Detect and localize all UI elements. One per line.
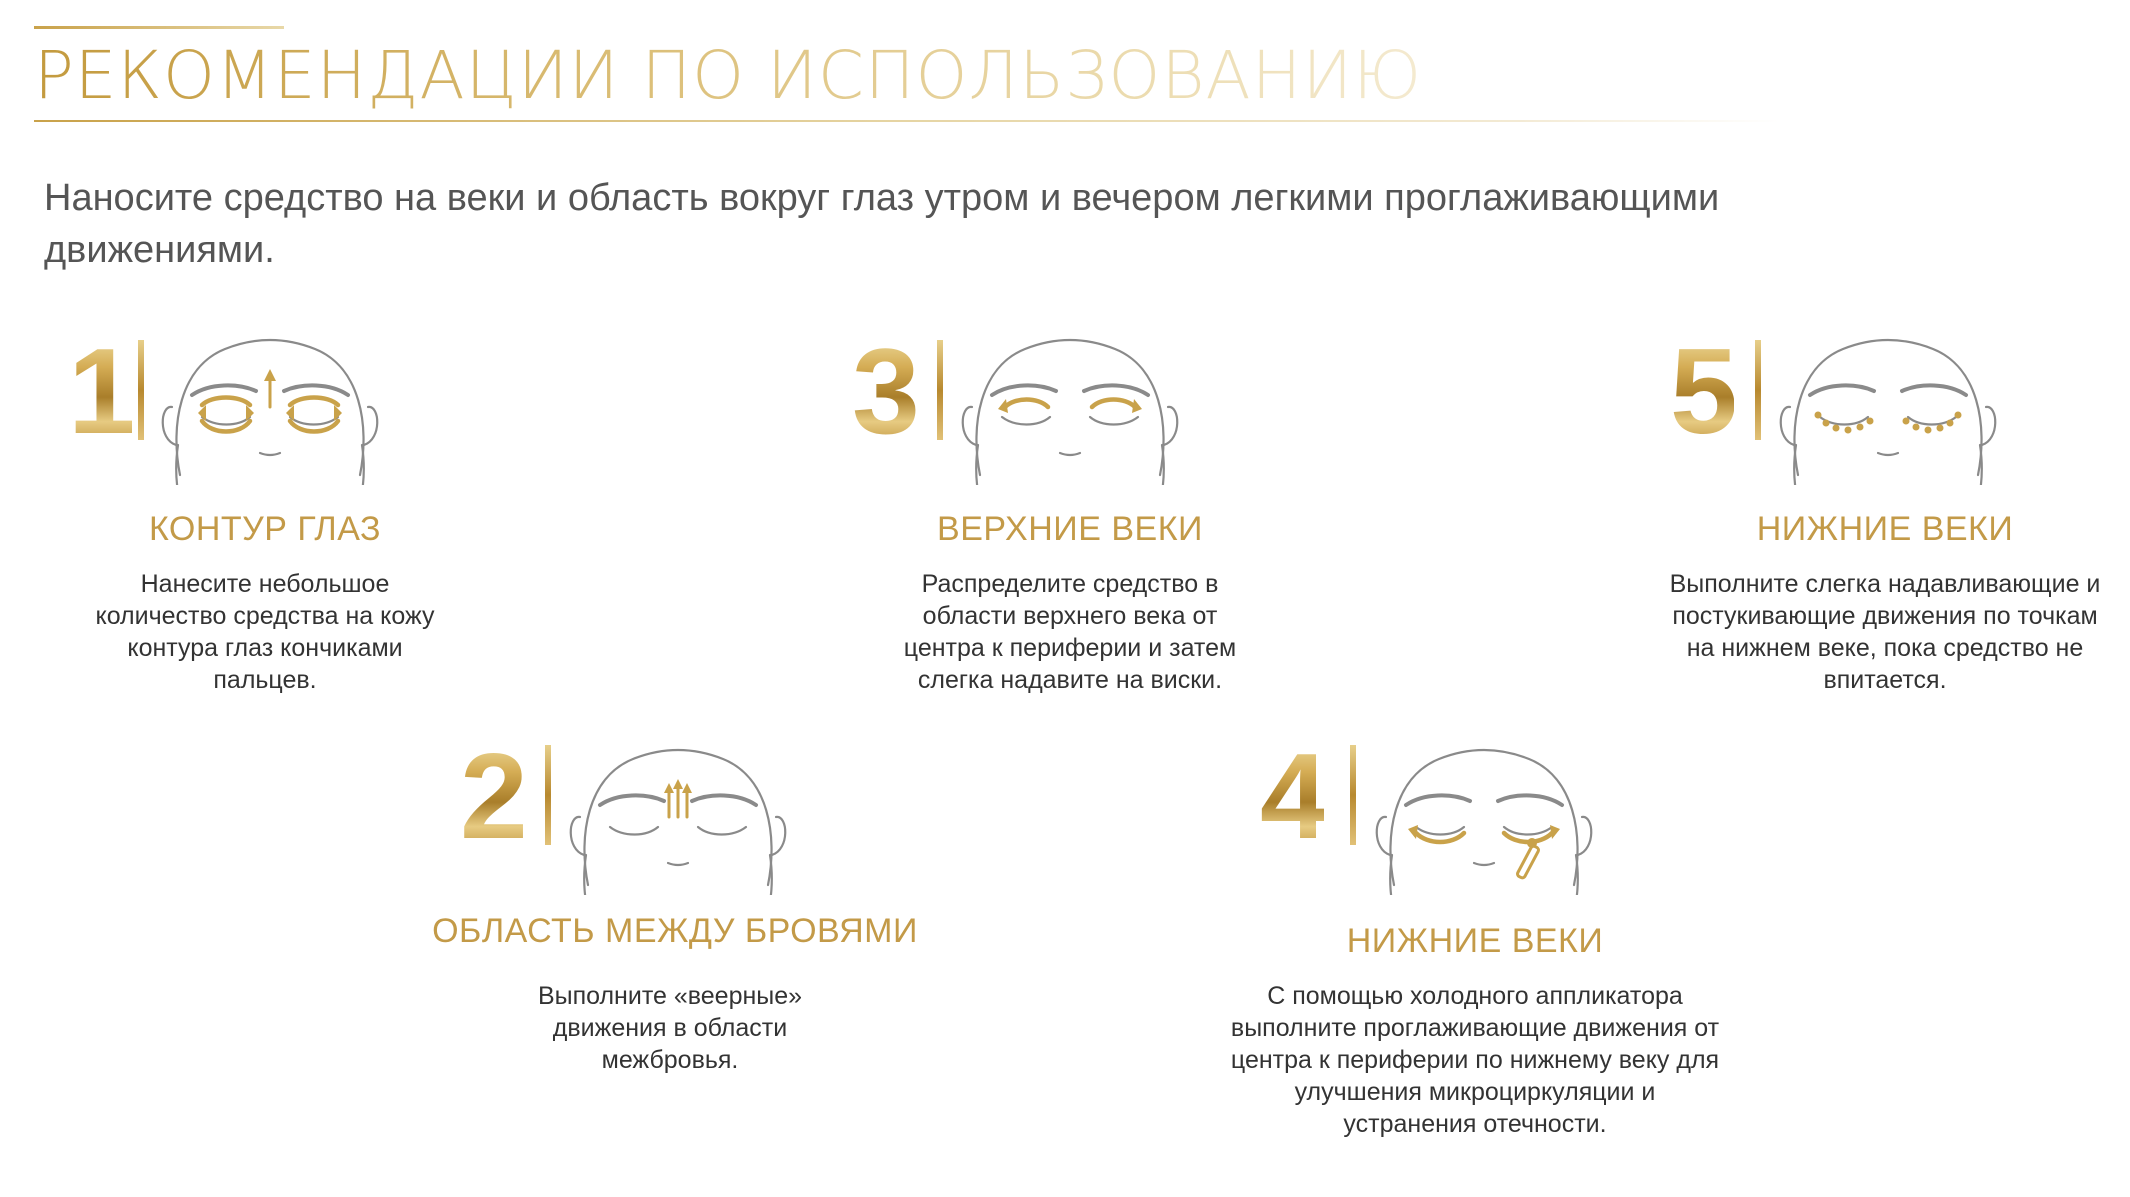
step-heading: ВЕРХНИЕ ВЕКИ xyxy=(937,510,1203,548)
intro-text: Наносите средство на веки и область вокруг глаз утром и вечером легкими проглаживающими движениями. xyxy=(44,177,1720,271)
step-heading: НИЖНИЕ ВЕКИ xyxy=(1346,922,1604,960)
face-eye-contour-icon xyxy=(150,335,390,485)
step-description: Нанесите небольшое количество средства на кожу контура глаз кончиками пальцев. xyxy=(95,570,435,694)
top-decorative-line xyxy=(34,26,284,29)
step-description: Распределите средство в области верхнего века от центра к периферии и затем слегка надавите на виски. xyxy=(903,570,1237,694)
face-between-brows-icon xyxy=(558,745,798,895)
step-description: С помощью холодного аппликатора выполните проглаживающие движения от центра к периферии по нижнему веку для улучшения микроциркуляции и устранения отечности. xyxy=(1230,982,1720,1138)
step-divider xyxy=(1755,340,1761,440)
page-title: РЕКОМЕНДАЦИИ ПО ИСПОЛЬЗОВАНИЮ xyxy=(34,37,1423,114)
step-number: 5 xyxy=(1670,323,1734,459)
title-underline xyxy=(34,120,1779,122)
step-heading: КОНТУР ГЛАЗ xyxy=(148,510,382,548)
step-heading: НИЖНИЕ ВЕКИ xyxy=(1756,510,2014,548)
step-number: 2 xyxy=(460,728,524,864)
step-number: 1 xyxy=(68,323,132,459)
step-divider xyxy=(1350,745,1356,845)
step-description: Выполните «веерные» движения в области межбровья. xyxy=(537,982,803,1074)
step-divider xyxy=(138,340,144,440)
step-description: Выполните слегка надавливающие и постукивающие движения по точкам на нижнем веке, пока средство не впитается. xyxy=(1669,570,2101,694)
step-number: 3 xyxy=(852,323,916,459)
face-lower-eyelid-dots-icon xyxy=(1768,335,2008,485)
face-upper-eyelids-icon xyxy=(950,335,1190,485)
step-number: 4 xyxy=(1260,728,1324,864)
step-heading: ОБЛАСТЬ МЕЖДУ БРОВЯМИ xyxy=(432,912,918,950)
step-divider xyxy=(937,340,943,440)
face-applicator-icon xyxy=(1364,745,1604,895)
step-divider xyxy=(545,745,551,845)
